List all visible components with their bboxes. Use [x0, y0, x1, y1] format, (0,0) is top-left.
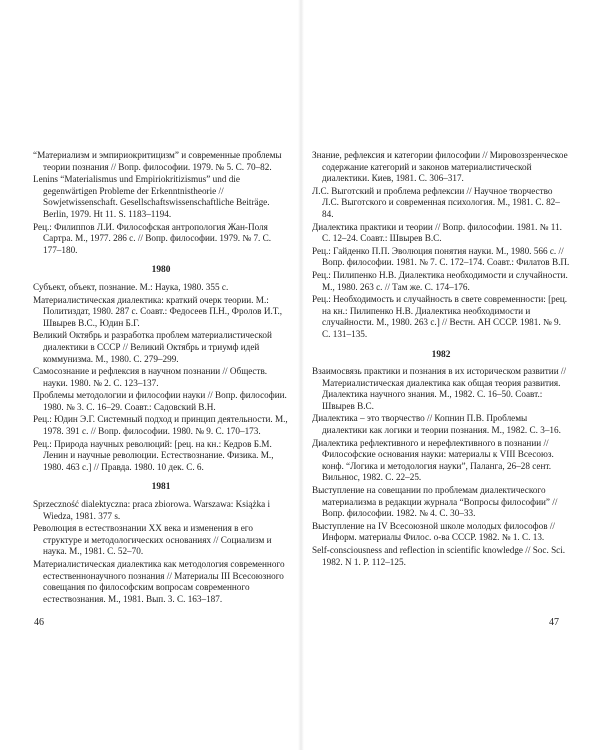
bibliography-entry: Рец.: Пилипенко Н.В. Диалектика необходимости и случайности. М., 1980. 263 с. // Там же. С. 174–176. [312, 269, 568, 292]
bibliography-entry: “Материализм и эмпириокритицизм” и современные проблемы теории познания // Вопр. философии. 1979. № 5. С. 70–82. [33, 150, 282, 172]
bibliography-entry: Субъект, объект, познание. М.: Наука, 1980. 355 с. [33, 281, 229, 292]
bibliography-entry: Выступление на совещании по проблемам диалектического материализма в редакции журнала “Вопросы философии” // Вопр. философии. 1982. № 4. С. 30–33. [312, 485, 558, 519]
bibliography-entry: Материалистическая диалектика: краткий очерк теории. М.: Политиздат, 1980. 287 с. Соавт.: Федосеев П.Н., Фролов И.Т., Швырев В.С., Юдин Б.Г. [33, 294, 283, 328]
book-gutter [298, 0, 304, 750]
bibliography-entry: Диалектика – это творчество // Копнин П.В. Проблемы диалектики как логики и теории познания. М., 1982. С. 3–16. [312, 413, 561, 436]
bibliography-entry: Рец.: Необходимость и случайность в свете современности: [рец. на кн.: Пилипенко Н.В. Диалектика необходимости и случайности. М., 1980. 263 с.] // Вестн. АН СССР. 1981. № 9. С. 131–135. [312, 294, 568, 339]
left-page [33, 150, 289, 606]
bibliography-entry: Рец.: Гайденко П.П. Эволюция понятия науки. М., 1980. 566 с. // Вопр. философии. 1981. № 7. С. 172–174. Соавт.: Филатов В.П. [312, 245, 570, 268]
page-number-left: 46 [34, 617, 44, 628]
bibliography-entry: Диалектика практики и теории // Вопр. философии. 1981. № 11. С. 12–24. Соавт.: Швырев В.С. [312, 221, 562, 244]
bibliography-entry: Материалистическая диалектика как методология современного естественнонаучного познания // Материалы III Всесоюзного совещания по философским вопросам современного естествознания. М., 1981. Вып. 3. С. 163–187. [33, 559, 285, 604]
bibliography-entry: Рец.: Филиппов Л.И. Философская антропология Жан-Поля Сартра. М., 1977. 286 с. // Вопр. философии. 1979. № 7. С. 177–180. [33, 221, 272, 255]
right-page [312, 150, 570, 569]
bibliography-entry: Lenins “Materialismus und Empiriokritizismus” und die gegenwärtigen Probleme der Erkenntnistheorie // Sowjetwissenschaft. Gesellschaftswissenschaftliche Beiträge. Berlin, 1979. Ht 11. S. 1183–1194. [33, 174, 270, 219]
bibliography-entry: Проблемы методологии и философии науки // Вопр. философии. 1980. № 3. С. 16–29. Соавт.: Садовский В.Н. [33, 390, 287, 412]
bibliography-entry: Диалектика рефлективного и нерефлективного в познании // Философские основания науки: материалы к VIII Всесоюз. конф. “Логика и методология науки”, Паланга, 26–28 сент. Вильнюс, 1982. С. 22–25. [312, 437, 554, 483]
bibliography-entry: Выступление на IV Всесоюзной школе молодых философов // Информ. материалы Филос. о-ва СССР. 1982. № 1. С. 13. [312, 520, 555, 543]
bibliography-entry: Революция в естествознании XX века и изменения в его структуре и методологических основаниях // Социализм и наука. М., 1981. С. 52–70. [33, 523, 272, 557]
page-number-right: 47 [549, 617, 559, 628]
bibliography-entry: Самосознание и рефлексия в научном познании // Общеcтв. науки. 1980. № 2. С. 123–137. [33, 366, 268, 388]
bibliography-entry: Self-consciousness and reflection in scientific knowledge // Soc. Sci. 1982. N 1. P. 112–125. [312, 545, 566, 567]
year-heading: 1981 [151, 482, 171, 493]
bibliography-entry: Рец.: Природа научных революций: [рец. на кн.: Кедров Б.М. Ленин и научные революции. Естествознание. Физика. М., 1980. 463 с.] // Правда. 1980. 10 дек. С. 6. [33, 438, 274, 472]
bibliography-entry: Л.С. Выготский и проблема рефлексии // Научное творчество Л.С. Выготского и современная психология. М., 1981. С. 82–84. [312, 185, 560, 219]
bibliography-entry: Рец.: Юдин Э.Г. Системный подход и принцип деятельности. М., 1978. 391 с. // Вопр. философии. 1980. № 9. С. 170–173. [33, 414, 288, 437]
bibliography-entry: Взаимосвязь практики и познания в их историческом развитии // Материалистическая диалектика как общая теория развития. Диалектика научного знания. М., 1982. С. 16–50. Соавт.: Швырев В.С. [312, 366, 567, 411]
year-heading: 1980 [151, 265, 171, 276]
bibliography-entry: Великий Октябрь и разработка проблем материалистической диалектики в СССР // Великий Октябрь и триумф идей коммунизма. М., 1980. С. 279–299. [33, 330, 272, 364]
bibliography-entry: Sprzeczność dialektyczna: praca zbiorowa. Warszawa: Książka i Wiedza, 1981. 377 s. [33, 499, 271, 521]
bibliography-entry: Знание, рефлексия и категории философии // Мировоззренческое содержание категорий и законов материалистической диалектики. Киев, 1981. С. 306–317. [312, 150, 568, 184]
year-heading: 1982 [431, 349, 451, 360]
